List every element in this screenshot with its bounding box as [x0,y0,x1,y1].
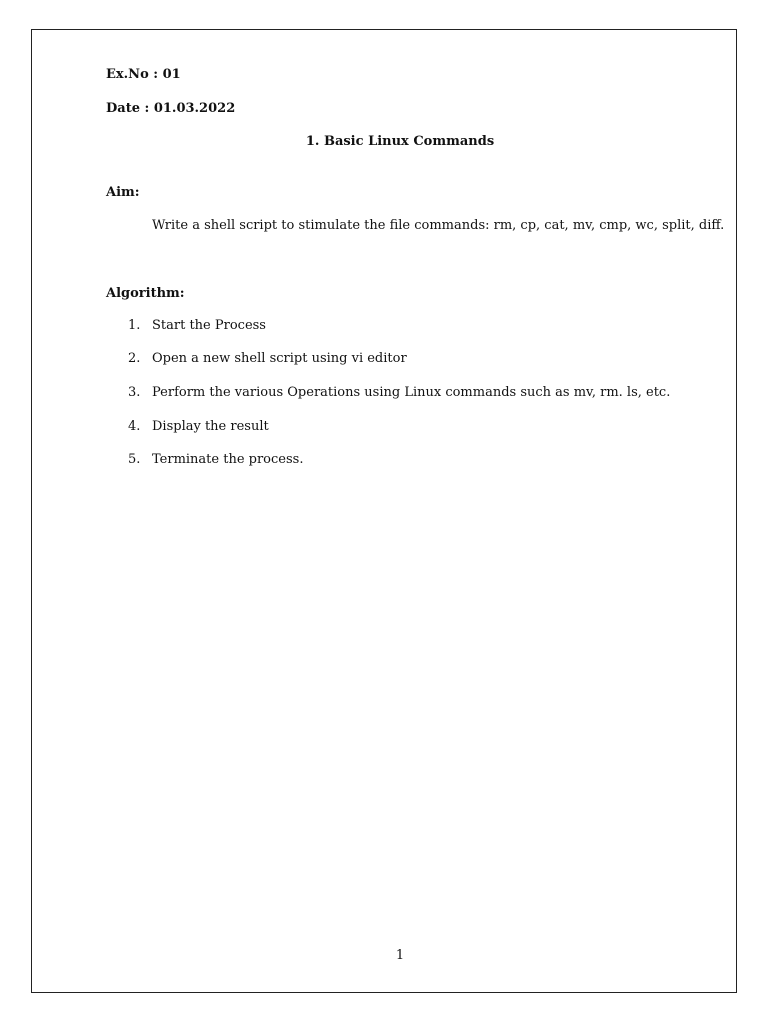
step-text: Perform the various Operations using Linux commands such as mv, rm. ls, etc. [152,385,671,400]
exercise-number: Ex.No : 01 [106,67,181,82]
page-border [31,29,737,993]
aim-heading: Aim: [106,185,140,200]
step-number: 1. [128,318,141,333]
step-text: Terminate the process. [152,452,304,467]
step-number: 5. [128,452,141,467]
step-number: 4. [128,419,141,434]
page-number: 1 [395,948,405,963]
step-text: Open a new shell script using vi editor [152,351,407,366]
step-text: Start the Process [152,318,266,333]
step-text: Display the result [152,419,269,434]
aim-text: Write a shell script to stimulate the file commands: rm, cp, cat, mv, cmp, wc, split, diff. [152,218,725,233]
algorithm-heading: Algorithm: [106,286,185,301]
exercise-date: Date : 01.03.2022 [106,101,236,116]
step-number: 3. [128,385,141,400]
page-title: 1. Basic Linux Commands [305,134,495,149]
step-number: 2. [128,351,141,366]
